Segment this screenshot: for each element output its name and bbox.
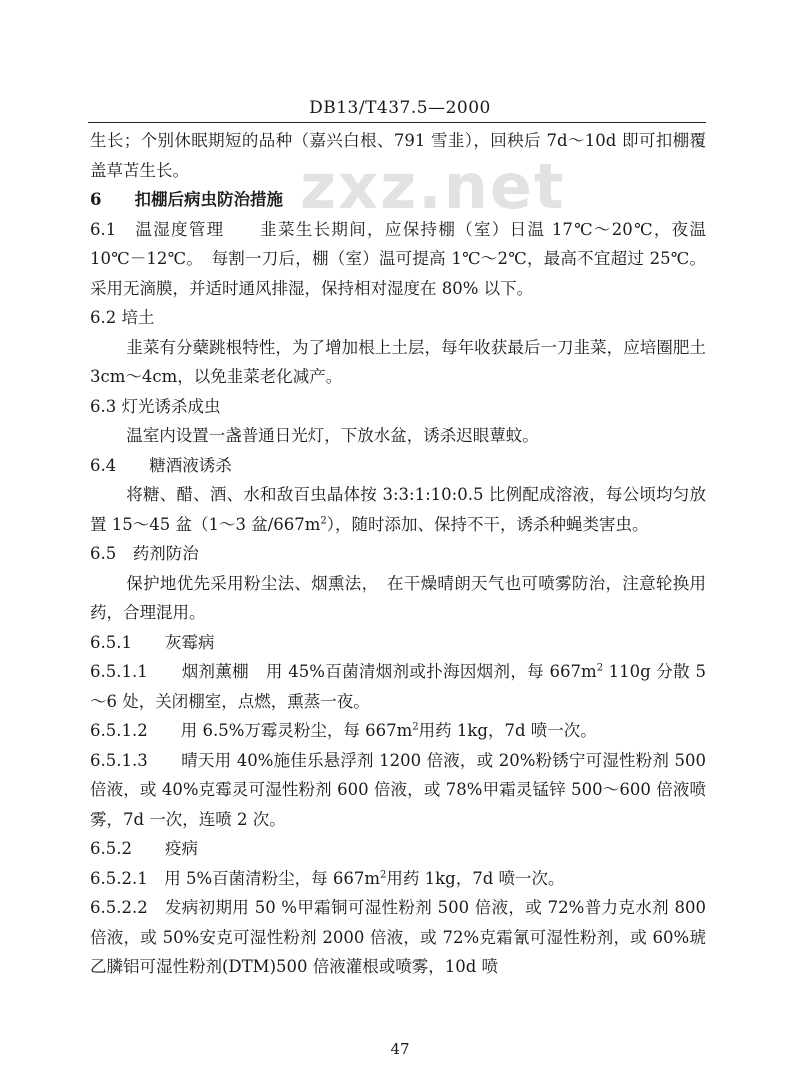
text-segment: 6.5.1.2 用 6.5%万霉灵粉尘，每 667m [90,721,413,740]
paragraph-6-2: 韭菜有分蘖跳根特性，为了增加根上土层，每年收获最后一刀韭菜，应培圈肥土 3cm～4cm，以免韭菜老化减产。 [90,337,706,386]
header-divider [88,122,706,123]
section-heading-6-3: 6.3 灯光诱杀成虫 [90,396,221,416]
paragraph-6-5: 保护地优先采用粉尘法、烟熏法， 在干燥晴朗天气也可喷雾防治，注意轮换用药，合理混用。 [90,573,706,622]
superscript: 2 [412,721,419,733]
section-heading-6-5-2: 6.5.2 疫病 [90,839,198,858]
page-number: 47 [390,1040,410,1058]
paragraph-6-5-1-2 [90,716,706,746]
section-heading-6-4: 6.4 糖酒液诱杀 [90,455,232,475]
paragraph-growth: 生长；个别休眠期短的品种（嘉兴白根、791 雪韭），回秧后 7d～10d 即可扣棚覆盖草苫生长。 [90,131,706,180]
text-segment: 用药 1kg，7d 喷一次。 [418,721,597,740]
superscript: 2 [380,869,387,880]
paragraph-6-4 [90,480,706,539]
document-body [90,126,706,982]
text-segment: 110g 分散 5～6 处，关闭棚室，点燃，熏蒸一夜。 [90,662,706,711]
paragraph-6-5-2-1 [90,864,706,894]
paragraph-6-1: 6.1 温湿度管理 韭菜生长期间，应保持棚（室）日温 17℃～20℃，夜温 10℃－12℃。 每割一刀后，棚（室）温可提高 1℃～2℃，最高不宜超过 25℃。采用无滴膜，并适时通风排湿，保持相对湿度在 80% 以下。 [90,219,706,298]
text-segment: 6.5.2.1 用 5%百菌清粉尘，每 667m [90,868,381,888]
superscript: 2 [320,515,327,526]
paragraph-6-5-1-3: 6.5.1.3 晴天用 40%施佳乐悬浮剂 1200 倍液，或 20%粉锈宁可湿性粉剂 500 倍液，或 40%克霉灵可湿性粉剂 600 倍液，或 78%甲霜灵锰锌 500～600 倍液喷雾，7d 一次，连喷 2 次。 [90,750,706,829]
superscript: 2 [596,662,604,674]
text-segment: ），随时添加、保持不干，诱杀种蝇类害虫。 [326,514,649,534]
section-heading-6-5: 6.5 药剂防治 [90,544,199,563]
document-code-header: DB13/T437.5—2000 [309,98,491,118]
section-heading-6-5-1: 6.5.1 灰霉病 [90,632,215,652]
paragraph-6-5-2-2: 6.5.2.2 发病初期用 50 %甲霜铜可湿性粉剂 500 倍液，或 72%普力克水剂 800 倍液，或 50%安克可湿性粉剂 2000 倍液，或 72%克霜氰可湿性粉剂，或 60%琥乙膦铝可湿性粉剂(DTM)500 倍液灌根或喷雾，10d 喷 [90,898,706,976]
paragraph-6-5-1-1 [90,657,706,716]
text-segment: 将糖、醋、酒、水和敌百虫晶体按 3:3:1:10:0.5 比例配成溶液，每公顷均匀放置 15～45 盆（1～3 盆/667m [90,485,706,534]
text-segment: 6.5.1.1 烟剂薰棚 用 45%百菌清烟剂或扑海因烟剂，每 667m [90,662,597,681]
watermark-text: zxz.net [300,150,566,223]
section-heading-6-2: 6.2 培土 [90,308,155,327]
section-heading-6: 6 扣棚后病虫防治措施 [90,190,283,209]
text-segment: 用药 1kg，7d 喷一次。 [386,868,565,888]
paragraph-6-3: 温室内设置一盏普通日光灯，下放水盆，诱杀迟眼蕈蚊。 [126,426,539,445]
